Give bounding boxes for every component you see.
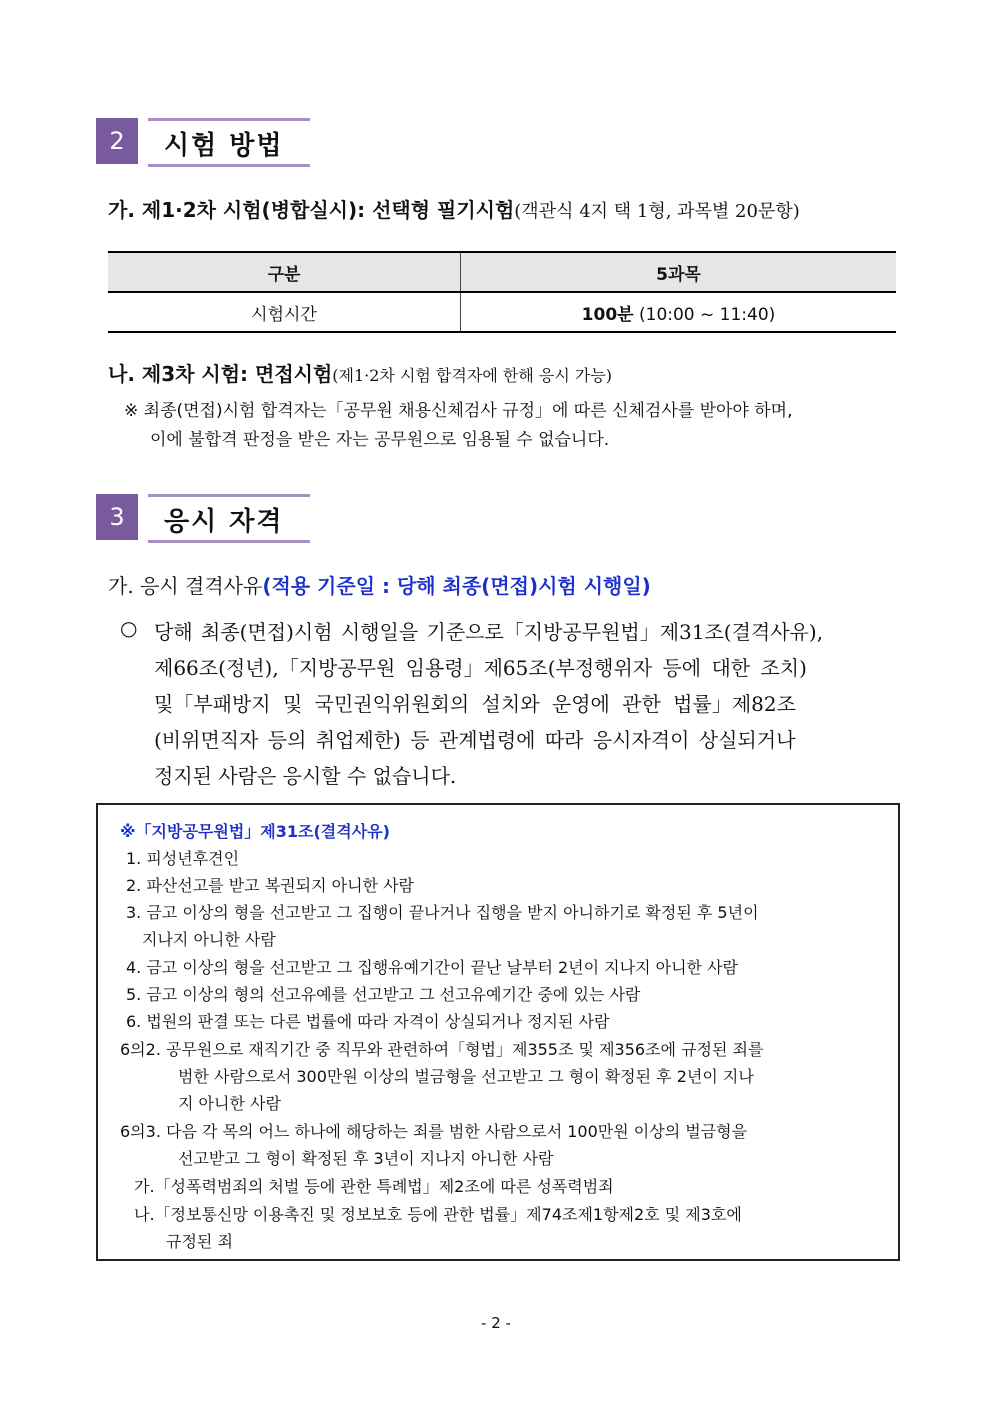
law-item: 규정된 죄 (166, 1232, 233, 1251)
paragraph-line: 정지된 사람은 응시할 수 없습니다. (154, 764, 457, 788)
section-3-header (96, 494, 312, 540)
law-item: 3. 금고 이상의 형을 선고받고 그 집행이 끝나거나 집행을 받지 아니하기로 확정된 후 5년이 (126, 903, 759, 922)
law-item: 2. 파산선고를 받고 복권되지 아니한 사람 (126, 876, 414, 895)
exam-table (108, 251, 896, 333)
law-item: 선고받고 그 형이 확정된 후 3년이 지나지 아니한 사람 (178, 1149, 554, 1168)
law-item: 지 아니한 사람 (178, 1094, 281, 1113)
section-title-box (148, 494, 310, 543)
law-excerpt-box (96, 803, 900, 1261)
law-item: 나.「정보통신망 이용촉진 및 정보보호 등에 관한 법률」제74조제1항제2호 및 제3호에 (134, 1205, 742, 1224)
bullet-icon: ○ (120, 616, 138, 640)
law-item: 지나지 아니한 사람 (142, 930, 276, 949)
subheading-interview (108, 358, 612, 387)
paragraph-line: 및「부패방지 및 국민권익위원회의 설치와 운영에 관한 법률」제82조 (154, 692, 796, 716)
subheading-label: 가. 제1·2차 시험(병합실시): 선택형 필기시험 (108, 198, 515, 222)
exam-time-range: (10:00 ~ 11:40) (639, 304, 776, 325)
table-header-row (108, 252, 896, 292)
paragraph-line: 제66조(정년),「지방공무원 임용령」제65조(부정행위자 등에 대한 조치) (154, 656, 807, 680)
section-number: 2 (96, 118, 138, 164)
law-item: 4. 금고 이상의 형을 선고받고 그 집행유예기간이 끝난 날부터 2년이 지나지 아니한 사람 (126, 958, 738, 977)
law-item: 6. 법원의 판결 또는 다른 법률에 따라 자격이 상실되거나 정지된 사람 (126, 1012, 610, 1031)
page-number: - 2 - (481, 1314, 511, 1332)
subheading-note: (제1·2차 시험 합격자에 한해 응시 가능) (332, 366, 613, 385)
law-item: 6의2. 공무원으로 재직기간 중 직무와 관련하여「형법」제355조 및 제356조에 규정된 죄를 (120, 1040, 764, 1059)
law-item: 5. 금고 이상의 형의 선고유예를 선고받고 그 선고유예기간 중에 있는 사람 (126, 985, 641, 1004)
notice-line: 이에 불합격 판정을 받은 자는 공무원으로 임용될 수 없습니다. (150, 430, 610, 450)
subheading-note: (객관식 4지 택 1형, 과목별 20문항) (514, 201, 800, 222)
section-number: 3 (96, 494, 138, 540)
section-title-box (148, 118, 310, 167)
section-2-header (96, 118, 312, 164)
paragraph-line: 당해 최종(면접)시험 시행일을 기준으로「지방공무원법」제31조(결격사유), (154, 620, 824, 644)
subheading-label: 가. 응시 결격사유 (108, 574, 263, 598)
law-item: 범한 사람으로서 300만원 이상의 벌금형을 선고받고 그 형이 확정된 후 2년이 지나 (178, 1067, 754, 1086)
subheading-label: 나. 제3차 시험: 면접시험 (108, 362, 333, 386)
paragraph-line: (비위면직자 등의 취업제한) 등 관계법령에 따라 응시자격이 상실되거나 (154, 728, 796, 752)
table-header-cell: 5과목 (461, 252, 897, 292)
law-item: 가.「성폭력범죄의 처벌 등에 관한 특례법」제2조에 따른 성폭력범죄 (134, 1177, 614, 1196)
law-box-title: ※「지방공무원법」제31조(결격사유) (120, 822, 390, 841)
law-item: 1. 피성년후견인 (126, 849, 240, 868)
notice-line: ※ 최종(면접)시험 합격자는「공무원 채용신체검사 규정」에 따른 신체검사를 받아야 하며, (124, 401, 793, 421)
exam-duration: 100분 (581, 304, 634, 325)
table-row (108, 292, 896, 332)
subheading-highlight: (적용 기준일 : 당해 최종(면접)시험 시행일) (262, 574, 651, 598)
section-title: 응시 자격 (164, 507, 284, 537)
section-title: 시험 방법 (164, 131, 284, 161)
law-item: 6의3. 다음 각 목의 어느 하나에 해당하는 죄를 범한 사람으로서 100만원 이상의 벌금형을 (120, 1122, 748, 1141)
table-cell (461, 292, 897, 332)
table-header-cell: 구분 (108, 252, 461, 292)
table-cell: 시험시간 (108, 292, 461, 332)
subheading-written-exam (108, 194, 800, 223)
subheading-disqualification (108, 570, 651, 599)
